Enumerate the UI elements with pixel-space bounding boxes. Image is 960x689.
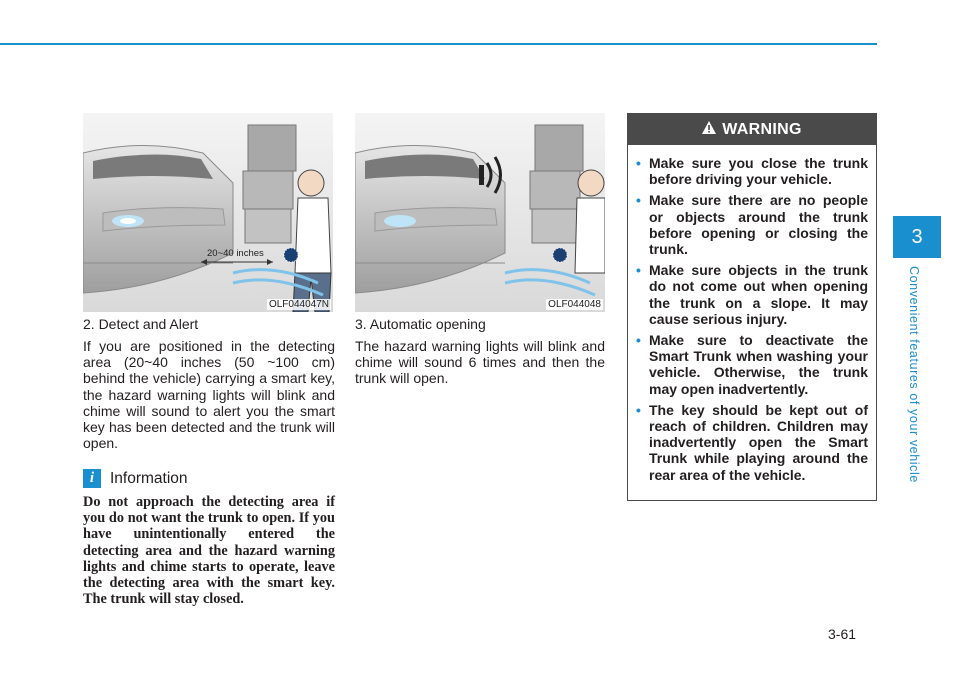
warning-item xyxy=(636,155,868,187)
warning-item-text: The key should be kept out of reach of children. Children may inadvertently open the Smart Trunk while playing around the rear area of the vehicle. xyxy=(649,401,868,483)
bullet-icon: • xyxy=(636,332,641,349)
automatic-opening-illustration xyxy=(355,113,605,312)
warning-item-text: Make sure there are no people or objects around the trunk before opening or closing the trunk. xyxy=(649,192,868,258)
warning-list xyxy=(628,145,876,483)
information-body: Do not approach the detecting area if you do not want the trunk to open. If you have unintentionally entered the detecting area and the hazard warning lights and chime starts to operate, leave the detecting area with the smart key. The trunk will stay closed. xyxy=(83,494,335,608)
information-label: Information xyxy=(110,469,188,487)
section-heading: 3. Automatic opening xyxy=(355,316,486,332)
bullet-icon: • xyxy=(636,155,641,171)
page-number: 3-61 xyxy=(828,626,857,642)
header-rule xyxy=(0,43,877,45)
warning-item xyxy=(636,402,868,483)
warning-item-text: Make sure to deactivate the Smart Trunk when washing your vehicle. Otherwise, the trunk may open inadvertently. xyxy=(649,332,868,397)
section-heading: 2. Detect and Alert xyxy=(83,316,199,332)
figure-automatic-opening xyxy=(355,113,605,312)
info-icon: i xyxy=(83,469,101,488)
information-heading xyxy=(83,469,188,488)
distance-label: 20~40 inches xyxy=(207,248,264,259)
warning-item-text: Make sure objects in the trunk do not come out when opening the trunk on a slope. It may cause serious injury. xyxy=(649,262,868,327)
section-body: If you are positioned in the detecting area (20~40 inches (50 ~100 cm) behind the vehicle) carrying a smart key, the hazard warning lights will blink and chime will sound to alert you the smart key has been detected and the trunk will open. xyxy=(83,338,335,452)
chapter-title: Convenient features of your vehicle xyxy=(907,266,921,483)
warning-header xyxy=(628,114,876,145)
warning-item xyxy=(636,192,868,257)
bullet-icon: • xyxy=(636,192,641,209)
automatic-opening-section xyxy=(355,316,605,387)
warning-item xyxy=(636,332,868,397)
bullet-icon: • xyxy=(636,262,641,279)
chapter-number: 3 xyxy=(911,226,923,248)
warning-item-text: Make sure you close the trunk before driving your vehicle. xyxy=(649,155,868,188)
bullet-icon: • xyxy=(636,401,641,418)
figure-id: OLF044048 xyxy=(548,299,601,310)
warning-item xyxy=(636,262,868,327)
figure-detect-alert xyxy=(83,113,333,312)
warning-box xyxy=(627,113,877,501)
warning-triangle-icon xyxy=(702,121,716,139)
warning-title: WARNING xyxy=(722,120,802,138)
detect-alert-section xyxy=(83,316,335,451)
section-body: The hazard warning lights will blink and chime will sound 6 times and then the trunk will open. xyxy=(355,338,605,387)
chapter-tab xyxy=(893,216,941,258)
detect-alert-illustration xyxy=(83,113,333,312)
figure-id: OLF044047N xyxy=(268,299,329,310)
